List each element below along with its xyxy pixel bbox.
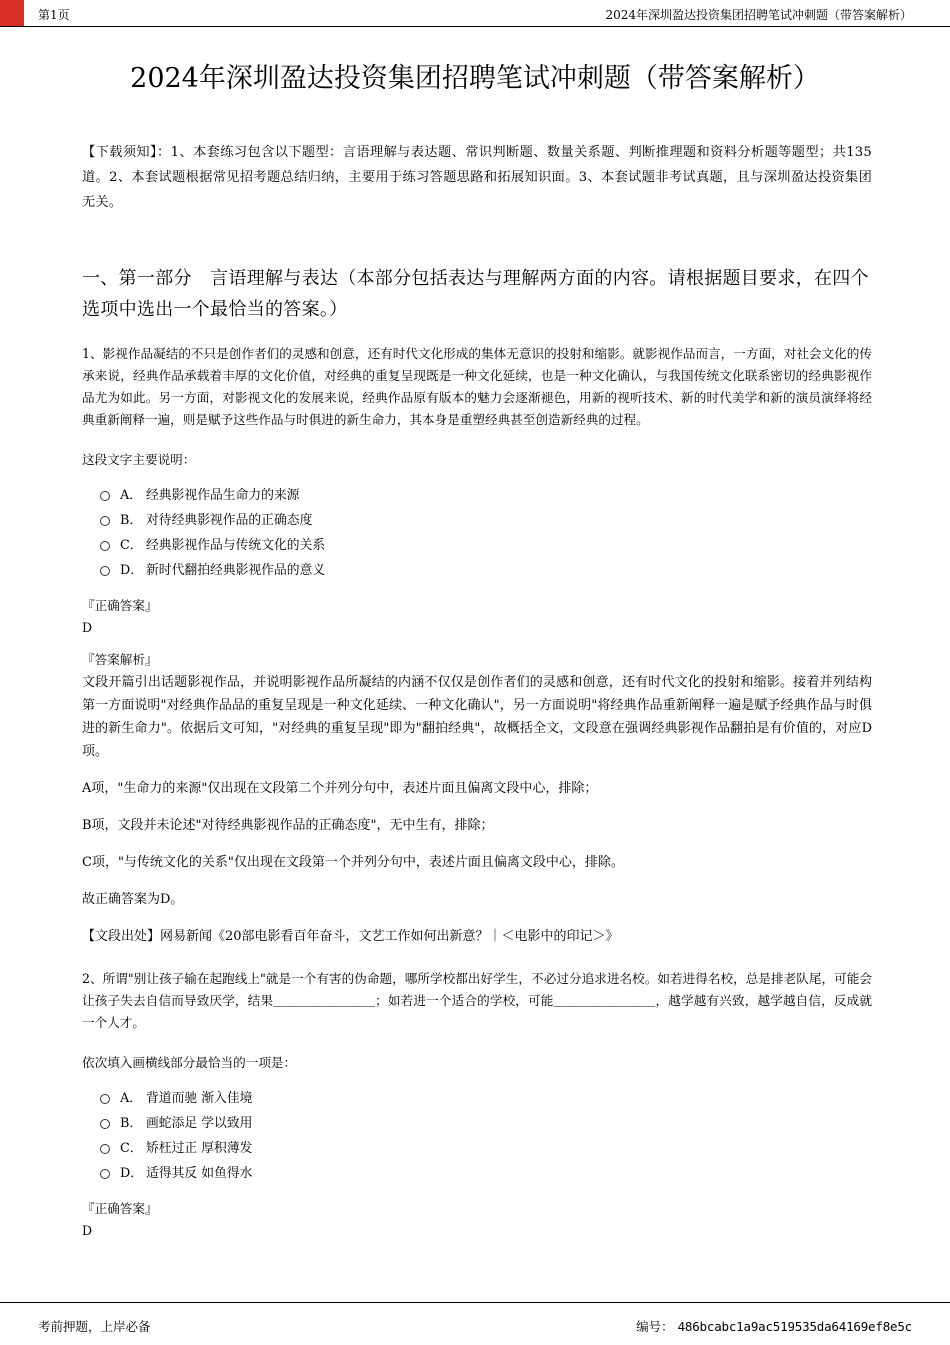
header-red-marker [0,0,24,26]
option-item[interactable] [82,1161,872,1186]
footer-code [636,1317,912,1335]
question-block [82,968,872,1242]
document-content [82,140,872,1252]
page-footer [0,1302,950,1345]
page-title: 2024年深圳盈达投资集团招聘笔试冲刺题（带答案解析） [130,63,820,95]
option-item[interactable] [82,1086,872,1111]
running-title: 2024年深圳盈达投资集团招聘笔试冲刺题（带答案解析） [605,8,912,22]
option-label: B． [120,1116,143,1131]
option-text: 适得其反 如鱼得水 [146,1166,253,1181]
answer-value: D [82,620,93,635]
option-text: 背道而驰 渐入佳境 [146,1091,253,1106]
page-number-label: 第1页 [38,8,70,22]
analysis-paragraph: 文段开篇引出话题影视作品，并说明影视作品所凝结的内涵不仅仅是创作者们的灵感和创意，还有时代文化的投射和缩影。接着并列结构第一方面说明"对经典作品品的重复呈现是一种文化延续、一种文化确认"，另一方面说明"将经典作品重新阐释一遍是赋予经典作品与时俱进的新生命力"。依据后文可知，"对经典的重复呈现"即为"翻拍经典"，故概括全文，文段意在强调经典影视作品翻拍是有价值的，对应D项。 [82,675,872,759]
code-label: 编号： [636,1319,674,1334]
radio-icon[interactable] [100,1119,110,1129]
option-label: C． [120,1141,143,1156]
option-label: B． [120,513,143,528]
analysis-paragraph: B项，文段并未论述"对待经典影视作品的正确态度"，无中生有，排除； [82,818,494,833]
radio-icon[interactable] [100,1169,110,1179]
radio-icon[interactable] [100,1094,110,1104]
download-notice: 【下载须知】：1、本套练习包含以下题型：言语理解与表达题、常识判断题、数量关系题、判断推理题和资料分析题等题型；共135道。2、本套试题根据常见招考题总结归纳，主要用于练习答题思路和拓展知识面。3、本套试题非考试真题，且与深圳盈达投资集团无关。 [82,145,872,210]
radio-icon[interactable] [100,541,110,551]
option-item[interactable] [82,1111,872,1136]
source-reference: 【文段出处】网易新闻《20部电影看百年奋斗，文艺工作如何出新意？｜＜电影中的印记＞》 [82,929,619,944]
radio-icon[interactable] [100,516,110,526]
radio-icon[interactable] [100,566,110,576]
question-body: 2、所谓"别让孩子输在起跑线上"就是一个有害的伪命题，哪所学校都出好学生，不必过分追求进名校。如若进得名校，总是排老队尾，可能会让孩子失去自信而导致厌学，结果＿＿＿＿＿＿＿＿；如若进一个适合的学校，可能＿＿＿＿＿＿＿＿，越学越有兴致，越学越自信，反成就一个人才。 [82,971,872,1030]
option-item[interactable] [82,533,872,558]
analysis-paragraph: C项，"与传统文化的关系"仅出现在文段第一个并列分句中，表述片面且偏离文段中心，排除。 [82,855,624,870]
option-list [82,483,872,583]
radio-icon[interactable] [100,1144,110,1154]
option-label: C． [120,538,143,553]
option-text: 对待经典影视作品的正确态度 [146,513,313,528]
radio-icon[interactable] [100,491,110,501]
question-block [82,343,872,948]
page-header [0,0,950,27]
option-item[interactable] [82,1136,872,1161]
option-text: 经典影视作品生命力的来源 [146,488,300,503]
option-label: A． [120,488,143,503]
answer-value: D [82,1223,93,1238]
section-heading: 一、第一部分 言语理解与表达（本部分包括表达与理解两方面的内容。请根据题目要求，在四个选项中选出一个最恰当的答案。） [82,268,869,320]
option-label: D． [120,563,144,578]
option-list [82,1086,872,1186]
option-item[interactable] [82,483,872,508]
option-text: 经典影视作品与传统文化的关系 [146,538,326,553]
option-item[interactable] [82,508,872,533]
footer-slogan: 考前押题，上岸必备 [38,1319,151,1334]
option-label: A． [120,1091,143,1106]
question-body: 1、影视作品凝结的不只是创作者们的灵感和创意，还有时代文化形成的集体无意识的投射和缩影。就影视作品而言，一方面，对社会文化的传承来说，经典作品承载着丰厚的文化价值，对经典的重复呈现既是一种文化延续，也是一种文化确认，与我国传统文化联系密切的经典影视作品尤为如此。另一方面，对影视文化的发展来说，经典作品原有版本的魅力会逐渐褪色，用新的视听技术、新的时代美学和新的演员演绎将经典重新阐释一遍，则是赋予这些作品与时俱进的新生命力，其本身是重塑经典甚至创造新经典的过程。 [82,346,872,427]
option-text: 画蛇添足 学以致用 [146,1116,253,1131]
analysis-heading: 『答案解析』 [82,652,158,667]
question-prompt: 依次填入画横线部分最恰当的一项是： [82,1055,297,1070]
question-prompt: 这段文字主要说明： [82,452,196,467]
analysis-paragraph: A项，"生命力的来源"仅出现在文段第二个并列分句中，表述片面且偏离文段中心，排除； [82,781,598,796]
answer-heading: 『正确答案』 [82,598,158,613]
analysis-paragraph: 故正确答案为D。 [82,892,184,907]
option-label: D． [120,1166,144,1181]
option-text: 矫枉过正 厚积薄发 [146,1141,253,1156]
code-value: 486bcabc1a9ac519535da64169ef8e5c [677,1319,912,1334]
option-item[interactable] [82,558,872,583]
answer-heading: 『正确答案』 [82,1201,158,1216]
option-text: 新时代翻拍经典影视作品的意义 [146,563,326,578]
